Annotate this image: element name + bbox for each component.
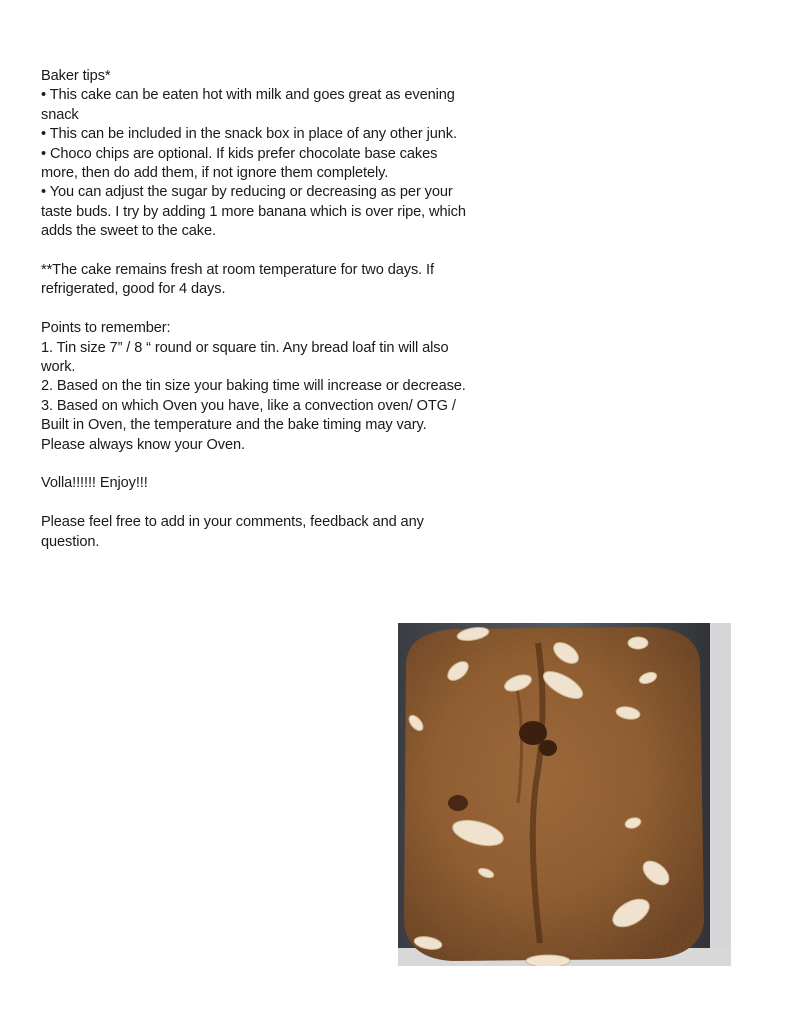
baker-tip-item: • This cake can be eaten hot with milk and goes great as evening snack — [41, 87, 455, 123]
baker-tip-item: • This can be included in the snack box in place of any other junk. — [41, 126, 457, 143]
baker-tip-item: • You can adjust the sugar by reducing or decreasing as per your taste buds. I try by adding 1 more banana which is over ripe, which adds the sweet to the cake. — [41, 184, 466, 240]
point-item: 3. Based on which Oven you have, like a convection oven/ OTG / Built in Oven, the temperature and the bake timing may vary. Please always know your Oven. — [41, 397, 456, 453]
recipe-notes — [41, 67, 471, 552]
banana-cake-photo — [398, 623, 731, 966]
paragraph-gap — [41, 455, 471, 474]
freshness-note: **The cake remains fresh at room temperature for two days. If refrigerated, good for 4 days. — [41, 262, 434, 298]
paragraph-gap — [41, 494, 471, 513]
baker-tips-section — [41, 67, 471, 242]
baker-tips-heading: Baker tips* — [41, 68, 111, 84]
closing-line: Volla!!!!!! Enjoy!!! — [41, 475, 148, 492]
baker-tip-item: • Choco chips are optional. If kids prefer chocolate base cakes more, then do add them, if not ignore them completely. — [41, 145, 438, 182]
points-heading: Points to remember: — [41, 320, 171, 337]
invitation-line: Please feel free to add in your comments, feedback and any question. — [41, 514, 424, 550]
paragraph-gap — [41, 300, 471, 319]
cake-loaf-illustration — [398, 623, 731, 966]
points-section — [41, 319, 471, 455]
point-item: 1. Tin size 7” / 8 “ round or square tin. Any bread loaf tin will also work. — [41, 339, 449, 376]
paragraph-gap — [41, 242, 471, 261]
point-item: 2. Based on the tin size your baking time will increase or decrease. — [41, 378, 466, 395]
